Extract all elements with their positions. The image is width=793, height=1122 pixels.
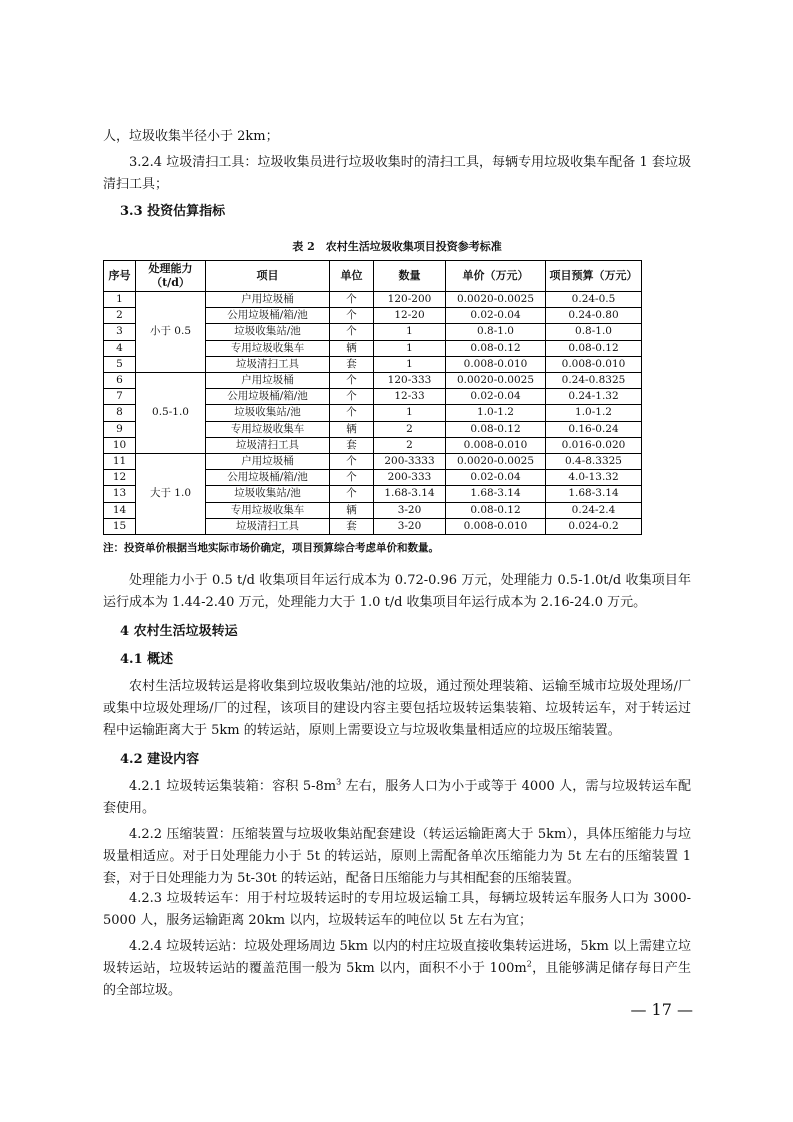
paragraph-4-2-4-text: 4.2.4 垃圾转运站：垃圾处理场周边 5km 以内的村庄垃圾直接收集转运进场，5km 以上需建立垃圾转运站，垃圾转运站的覆盖范围一般为 5km 以内，面积不小于 100m <box>103 939 691 976</box>
cell-unit: 个 <box>330 308 374 324</box>
cell-budget: 1.68-3.14 <box>546 486 642 502</box>
superscript-cubic: 3 <box>336 777 342 787</box>
cell-unit: 套 <box>330 437 374 453</box>
cell-index: 6 <box>104 373 136 389</box>
paragraph-4-2-4 <box>103 936 691 1002</box>
cell-unit-price: 0.0020-0.0025 <box>446 373 546 389</box>
cell-item: 垃圾收集站/池 <box>206 486 330 502</box>
cell-budget: 0.008-0.010 <box>546 356 642 372</box>
paragraph-4-2-1 <box>103 776 691 820</box>
cell-budget: 0.016-0.020 <box>546 437 642 453</box>
header-unit-price: 单价（万元） <box>446 261 546 292</box>
paragraph-4-2-4-text-cont: ，且能够满足储存每日产生的全部垃圾。 <box>103 961 691 998</box>
cell-quantity: 1 <box>374 356 446 372</box>
table-row <box>104 373 642 389</box>
cell-item: 垃圾清扫工具 <box>206 356 330 372</box>
cell-index: 4 <box>104 340 136 356</box>
paragraph-operating-cost: 处理能力小于 0.5 t/d 收集项目年运行成本为 0.72-0.96 万元，处理能力 0.5-1.0t/d 收集项目年运行成本为 1.44-2.40 万元，处理能力大于 1.0 t/d 收集项目年运行成本为 2.16-24.0 万元。 <box>103 573 691 610</box>
cell-item: 垃圾收集站/池 <box>206 405 330 421</box>
cell-unit: 个 <box>330 292 374 308</box>
cell-unit: 个 <box>330 324 374 340</box>
cell-budget: 0.08-0.12 <box>546 340 642 356</box>
table-note: 注：投资单价根据当地实际市场价确定，项目预算综合考虑单价和数量。 <box>103 542 439 554</box>
cell-quantity: 12-20 <box>374 308 446 324</box>
cell-item: 公用垃圾桶/箱/池 <box>206 470 330 486</box>
page-number: — 17 — <box>630 1000 693 1019</box>
table-caption: 表 2 农村生活垃圾收集项目投资参考标准 <box>292 240 502 253</box>
cell-quantity: 120-200 <box>374 292 446 308</box>
paragraph-4-2-3: 4.2.3 垃圾转运车：用于村垃圾转运时的专用垃圾运输工具，每辆垃圾转运车服务人口为 3000-5000 人，服务运输距离 20km 以内，垃圾转运车的吨位以 5t 左右为宜； <box>103 891 691 928</box>
cell-quantity: 1 <box>374 405 446 421</box>
cell-budget: 0.24-0.5 <box>546 292 642 308</box>
heading-3-3: 3.3 投资估算指标 <box>120 204 226 219</box>
cell-quantity: 120-333 <box>374 373 446 389</box>
cell-unit-price: 0.08-0.12 <box>446 502 546 518</box>
cell-unit-price: 0.0020-0.0025 <box>446 454 546 470</box>
cell-budget: 0.24-2.4 <box>546 502 642 518</box>
cell-unit-price: 0.008-0.010 <box>446 437 546 453</box>
cell-index: 7 <box>104 389 136 405</box>
heading-4-1: 4.1 概述 <box>120 652 174 667</box>
cell-item: 户用垃圾桶 <box>206 292 330 308</box>
header-budget: 项目预算（万元） <box>546 261 642 292</box>
paragraph-4-1: 农村生活垃圾转运是将收集到垃圾收集站/池的垃圾，通过预处理装箱、运输至城市垃圾处理场/厂或集中垃圾处理场/厂的过程，该项目的建设内容主要包括垃圾转运集装箱、垃圾转运车，对于转运过程中运输距离大于 5km 的转运站，原则上需要设立与垃圾收集量相适应的垃圾压缩装置。 <box>103 679 691 738</box>
cell-capacity: 0.5-1.0 <box>136 373 206 454</box>
cell-unit-price: 0.02-0.04 <box>446 308 546 324</box>
cell-quantity: 1 <box>374 324 446 340</box>
cell-item: 公用垃圾桶/箱/池 <box>206 389 330 405</box>
cell-budget: 0.16-0.24 <box>546 421 642 437</box>
cell-item: 专用垃圾收集车 <box>206 502 330 518</box>
cell-unit-price: 1.68-3.14 <box>446 486 546 502</box>
cell-index: 15 <box>104 518 136 534</box>
cell-item: 垃圾清扫工具 <box>206 518 330 534</box>
paragraph-4-2-2: 4.2.2 压缩装置：压缩装置与垃圾收集站配套建设（转运运输距离大于 5km），具体压缩能力与垃圾量相适应。对于日处理能力小于 5t 的转运站，原则上需配备单次压缩能力为 5t 左右的压缩装置 1 套，对于日处理能力为 5t-30t 的转运站，配备日压缩能力与其相配套的压缩装置。 <box>103 827 691 886</box>
cell-unit: 个 <box>330 389 374 405</box>
cell-index: 11 <box>104 454 136 470</box>
paragraph-3-2-4: 3.2.4 垃圾清扫工具：垃圾收集员进行垃圾收集时的清扫工具，每辆专用垃圾收集车配备 1 套垃圾清扫工具； <box>103 155 691 192</box>
table-row <box>104 454 642 470</box>
header-item: 项目 <box>206 261 330 292</box>
header-quantity: 数量 <box>374 261 446 292</box>
cell-budget: 0.24-0.80 <box>546 308 642 324</box>
cell-unit-price: 0.8-1.0 <box>446 324 546 340</box>
cell-index: 3 <box>104 324 136 340</box>
cell-item: 户用垃圾桶 <box>206 454 330 470</box>
table-row <box>104 292 642 308</box>
cell-unit: 套 <box>330 356 374 372</box>
cell-item: 专用垃圾收集车 <box>206 421 330 437</box>
cell-index: 5 <box>104 356 136 372</box>
paragraph-4-2-1-text-cont: 左右，服务人口为小于或等于 4000 人，需与垃圾转运车配套使用。 <box>103 779 691 816</box>
cell-index: 10 <box>104 437 136 453</box>
cell-unit-price: 0.0020-0.0025 <box>446 292 546 308</box>
cell-index: 14 <box>104 502 136 518</box>
cell-item: 专用垃圾收集车 <box>206 340 330 356</box>
cell-index: 12 <box>104 470 136 486</box>
cell-budget: 1.0-1.2 <box>546 405 642 421</box>
cell-index: 9 <box>104 421 136 437</box>
paragraph-collection-radius: 人，垃圾收集半径小于 2km； <box>103 129 279 144</box>
cell-unit: 个 <box>330 454 374 470</box>
cell-unit: 个 <box>330 486 374 502</box>
cell-index: 13 <box>104 486 136 502</box>
header-unit: 单位 <box>330 261 374 292</box>
cell-unit-price: 0.02-0.04 <box>446 389 546 405</box>
cell-capacity: 小于 0.5 <box>136 292 206 373</box>
header-capacity: 处理能力（t/d） <box>136 261 206 292</box>
cell-quantity: 200-333 <box>374 470 446 486</box>
cell-unit-price: 0.02-0.04 <box>446 470 546 486</box>
cell-budget: 0.24-0.8325 <box>546 373 642 389</box>
cell-quantity: 3-20 <box>374 518 446 534</box>
cell-budget: 0.24-1.32 <box>546 389 642 405</box>
cell-item: 垃圾清扫工具 <box>206 437 330 453</box>
table-header-row <box>104 261 642 292</box>
cell-index: 2 <box>104 308 136 324</box>
cell-quantity: 12-33 <box>374 389 446 405</box>
cell-quantity: 2 <box>374 421 446 437</box>
cell-index: 8 <box>104 405 136 421</box>
cell-unit: 个 <box>330 373 374 389</box>
investment-table <box>103 260 642 535</box>
superscript-square: 2 <box>526 959 532 969</box>
cell-unit-price: 0.08-0.12 <box>446 340 546 356</box>
cell-unit: 辆 <box>330 421 374 437</box>
cell-quantity: 2 <box>374 437 446 453</box>
cell-unit: 个 <box>330 405 374 421</box>
cell-item: 公用垃圾桶/箱/池 <box>206 308 330 324</box>
header-index: 序号 <box>104 261 136 292</box>
cell-budget: 4.0-13.32 <box>546 470 642 486</box>
cell-item: 垃圾收集站/池 <box>206 324 330 340</box>
cell-unit: 辆 <box>330 340 374 356</box>
cell-capacity: 大于 1.0 <box>136 454 206 535</box>
cell-unit-price: 1.0-1.2 <box>446 405 546 421</box>
cell-unit-price: 0.008-0.010 <box>446 518 546 534</box>
heading-4: 4 农村生活垃圾转运 <box>120 624 238 639</box>
cell-unit-price: 0.08-0.12 <box>446 421 546 437</box>
cell-quantity: 3-20 <box>374 502 446 518</box>
paragraph-4-2-1-text: 4.2.1 垃圾转运集装箱：容积 5-8m <box>129 779 337 794</box>
heading-4-2: 4.2 建设内容 <box>120 752 200 767</box>
cell-budget: 0.024-0.2 <box>546 518 642 534</box>
cell-quantity: 200-3333 <box>374 454 446 470</box>
cell-quantity: 1.68-3.14 <box>374 486 446 502</box>
cell-item: 户用垃圾桶 <box>206 373 330 389</box>
cell-budget: 0.8-1.0 <box>546 324 642 340</box>
cell-unit: 套 <box>330 518 374 534</box>
cell-unit: 辆 <box>330 502 374 518</box>
cell-unit: 个 <box>330 470 374 486</box>
cell-unit-price: 0.008-0.010 <box>446 356 546 372</box>
cell-quantity: 1 <box>374 340 446 356</box>
cell-index: 1 <box>104 292 136 308</box>
cell-budget: 0.4-8.3325 <box>546 454 642 470</box>
